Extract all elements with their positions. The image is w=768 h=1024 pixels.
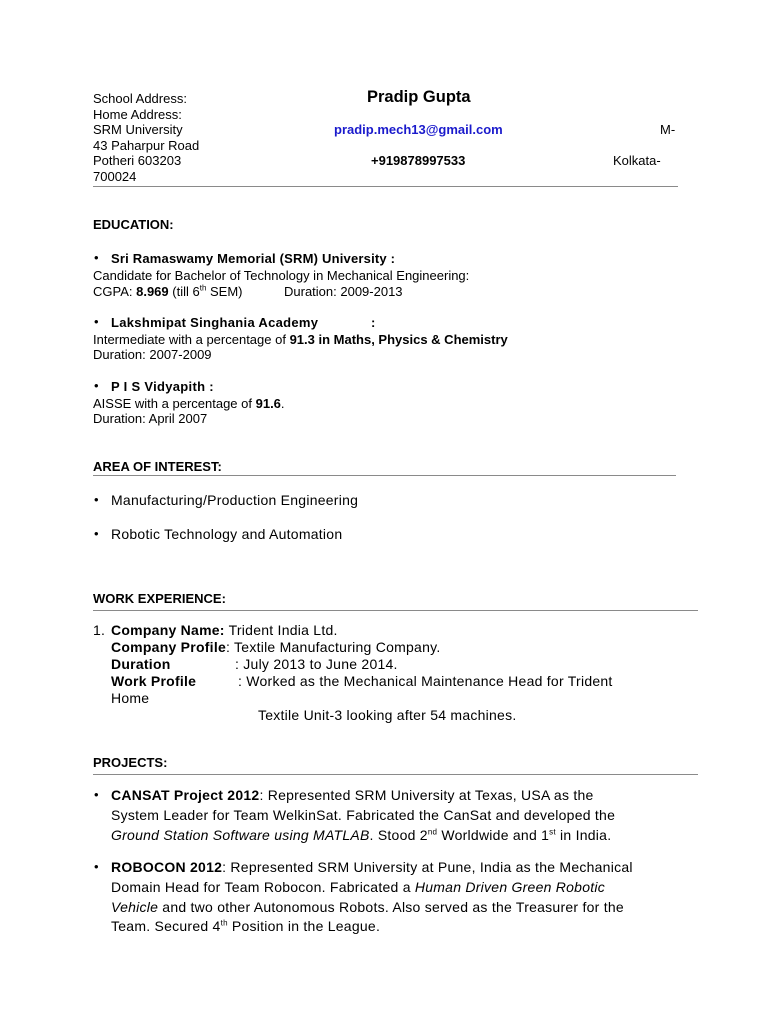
home-address-line1: 43 Paharpur Road bbox=[93, 138, 200, 153]
home-address-label: Home Address: bbox=[93, 107, 182, 122]
bullet-icon: • bbox=[94, 526, 99, 541]
work-divider bbox=[93, 610, 698, 611]
cansat-line2: System Leader for Team WelkinSat. Fabricated the CanSat and developed the bbox=[111, 807, 616, 823]
interest-item: Robotic Technology and Automation bbox=[111, 526, 343, 542]
srm-duration: Duration: 2009-2013 bbox=[284, 284, 403, 299]
home-address-fragment-kolkata: Kolkata- bbox=[613, 153, 661, 168]
cansat-line1: CANSAT Project 2012: Represented SRM University at Texas, USA as the bbox=[111, 787, 594, 803]
robocon-line3: Vehicle and two other Autonomous Robots. Also served as the Treasurer for the bbox=[111, 899, 624, 915]
work-profile-home: Home bbox=[111, 690, 150, 706]
home-address-line2: 700024 bbox=[93, 169, 137, 184]
srm-degree-line: Candidate for Bachelor of Technology in Mechanical Engineering: bbox=[93, 268, 470, 283]
work-heading: WORK EXPERIENCE: bbox=[93, 591, 226, 606]
pis-duration: Duration: April 2007 bbox=[93, 411, 208, 426]
phone-number: +919878997533 bbox=[371, 153, 466, 168]
company-name-line: Company Name: Trident India Ltd. bbox=[111, 622, 338, 638]
duration-label: Duration bbox=[111, 656, 171, 672]
interest-divider bbox=[93, 475, 676, 476]
work-item-number: 1. bbox=[93, 622, 106, 638]
lsa-percentage-line: Intermediate with a percentage of 91.3 in Maths, Physics & Chemistry bbox=[93, 332, 508, 347]
lsa-title-colon: : bbox=[371, 315, 376, 330]
bullet-icon: • bbox=[94, 314, 99, 329]
email-link[interactable]: pradip.mech13@gmail.com bbox=[334, 122, 503, 137]
bullet-icon: • bbox=[94, 250, 99, 265]
robocon-line4: Team. Secured 4th Position in the League. bbox=[111, 918, 381, 934]
bullet-icon: • bbox=[94, 378, 99, 393]
work-profile-continuation: Textile Unit-3 looking after 54 machines. bbox=[258, 707, 517, 723]
education-heading: EDUCATION: bbox=[93, 217, 174, 232]
robocon-line2: Domain Head for Team Robocon. Fabricated a Human Driven Green Robotic bbox=[111, 879, 606, 895]
lsa-title: Lakshmipat Singhania Academy bbox=[111, 315, 319, 330]
work-profile-label: Work Profile bbox=[111, 673, 197, 689]
school-address-line1: SRM University bbox=[93, 122, 183, 137]
cansat-line3: Ground Station Software using MATLAB. Stood 2nd Worldwide and 1st in India. bbox=[111, 827, 612, 843]
robocon-line1: ROBOCON 2012: Represented SRM University at Pune, India as the Mechanical bbox=[111, 859, 633, 875]
school-address-line2: Potheri 603203 bbox=[93, 153, 182, 168]
projects-heading: PROJECTS: bbox=[93, 755, 168, 770]
projects-divider bbox=[93, 774, 698, 775]
company-profile-line: Company Profile: Textile Manufacturing Company. bbox=[111, 639, 441, 655]
srm-cgpa-line: CGPA: 8.969 (till 6th SEM) bbox=[93, 283, 243, 299]
bullet-icon: • bbox=[94, 787, 99, 802]
pis-percentage-line: AISSE with a percentage of 91.6. bbox=[93, 396, 285, 411]
duration-value: : July 2013 to June 2014. bbox=[235, 656, 398, 672]
bullet-icon: • bbox=[94, 492, 99, 507]
work-profile-value: : Worked as the Mechanical Maintenance Head for Trident bbox=[238, 673, 613, 689]
lsa-duration: Duration: 2007-2009 bbox=[93, 347, 212, 362]
school-address-label: School Address: bbox=[93, 91, 187, 106]
pis-title: P I S Vidyapith : bbox=[111, 379, 214, 394]
interest-heading: AREA OF INTEREST: bbox=[93, 459, 222, 474]
header-divider bbox=[93, 186, 678, 187]
interest-item: Manufacturing/Production Engineering bbox=[111, 492, 359, 508]
candidate-name: Pradip Gupta bbox=[367, 88, 471, 106]
home-address-fragment-m: M- bbox=[660, 122, 676, 137]
srm-university-title: Sri Ramaswamy Memorial (SRM) University : bbox=[111, 251, 396, 266]
bullet-icon: • bbox=[94, 859, 99, 874]
